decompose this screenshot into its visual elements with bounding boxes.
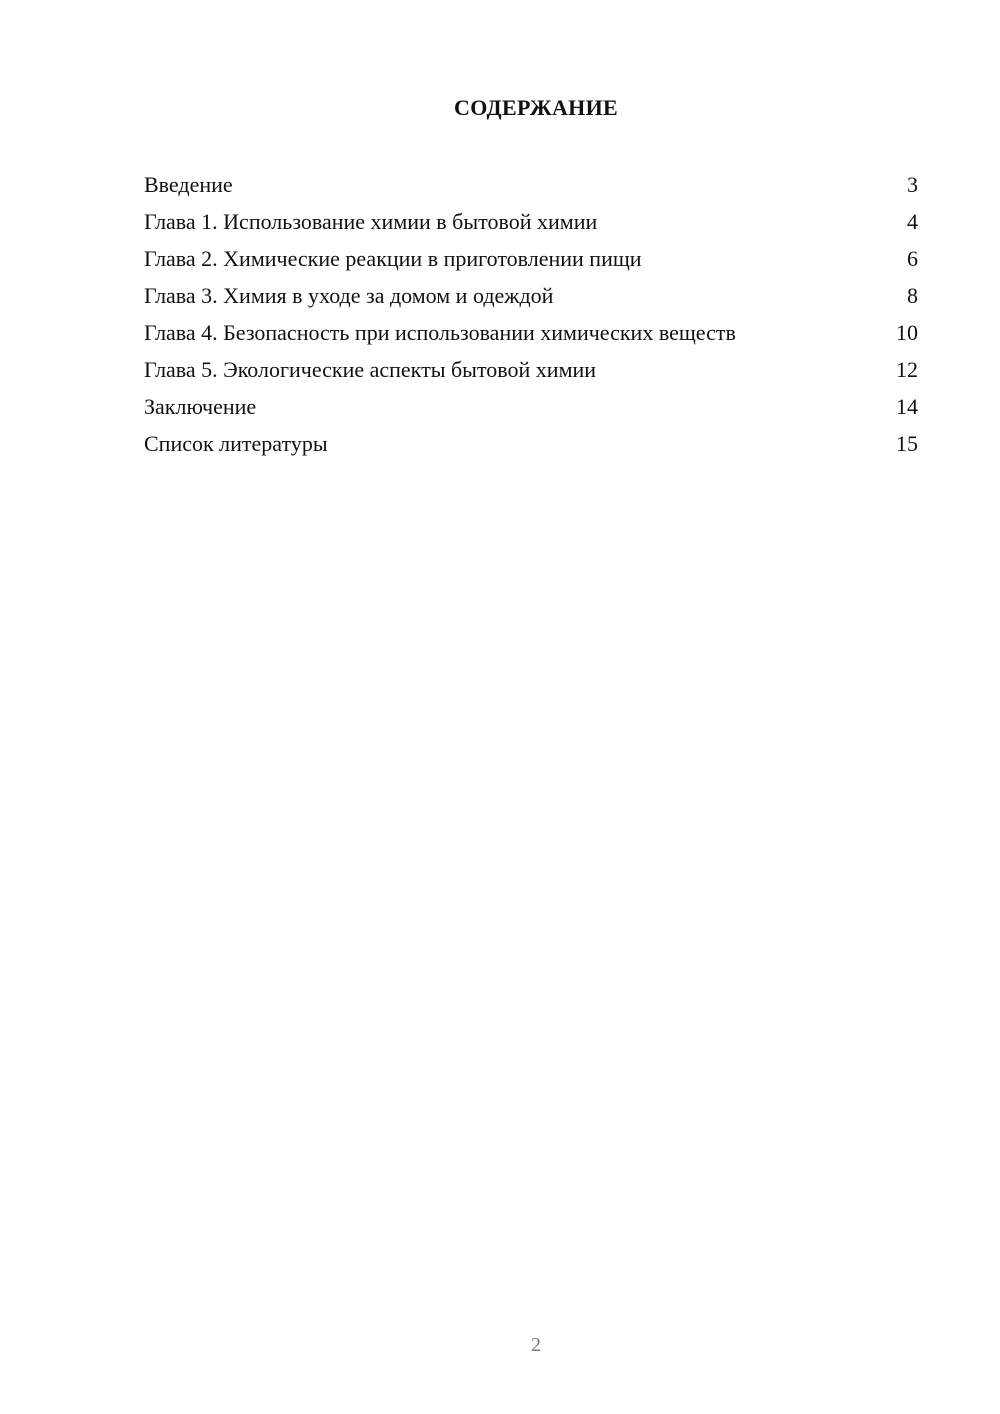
toc-entry-introduction bbox=[144, 168, 918, 205]
toc-entry-page: 6 bbox=[907, 246, 918, 271]
toc-entry-title: Список литературы bbox=[144, 431, 328, 456]
page-number: 2 bbox=[531, 1334, 541, 1356]
table-of-contents bbox=[144, 168, 918, 464]
toc-entry-title: Глава 2. Химические реакции в приготовлении пищи bbox=[144, 246, 642, 271]
page-title: СОДЕРЖАНИЕ bbox=[454, 95, 618, 120]
toc-entry-title: Глава 5. Экологические аспекты бытовой химии bbox=[144, 357, 597, 382]
toc-entry-title: Введение bbox=[144, 172, 233, 197]
toc-entry-title: Глава 1. Использование химии в бытовой химии bbox=[144, 209, 598, 234]
toc-entry-page: 4 bbox=[907, 209, 918, 234]
toc-entry-page: 15 bbox=[896, 431, 918, 456]
toc-entry-page: 14 bbox=[896, 394, 918, 419]
toc-entry-chapter-1 bbox=[144, 205, 918, 242]
toc-entry-page: 12 bbox=[896, 357, 918, 382]
toc-entry-chapter-2 bbox=[144, 242, 918, 279]
toc-entry-page: 10 bbox=[896, 320, 918, 345]
toc-entry-title: Заключение bbox=[144, 394, 257, 419]
toc-entry-page: 3 bbox=[907, 172, 918, 197]
toc-entry-conclusion bbox=[144, 390, 918, 427]
toc-entry-chapter-4 bbox=[144, 316, 918, 353]
toc-entry-title: Глава 3. Химия в уходе за домом и одеждой bbox=[144, 283, 554, 308]
toc-entry-chapter-3 bbox=[144, 279, 918, 316]
toc-entry-chapter-5 bbox=[144, 353, 918, 390]
toc-entry-title: Глава 4. Безопасность при использовании химических веществ bbox=[144, 320, 736, 345]
toc-entry-page: 8 bbox=[907, 283, 918, 308]
toc-entry-bibliography bbox=[144, 427, 918, 464]
